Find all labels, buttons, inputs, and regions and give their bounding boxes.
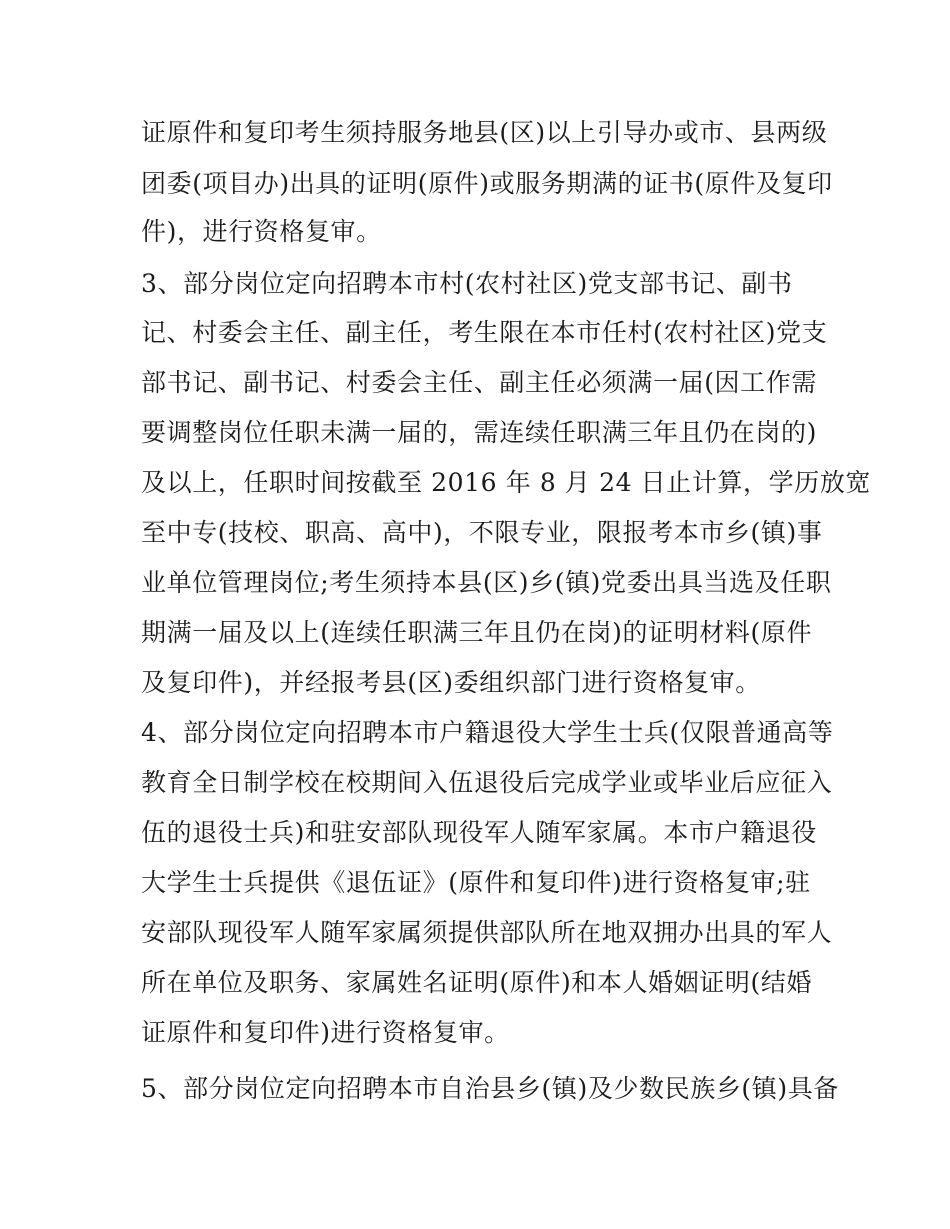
text-line: 证原件和复印件)进行资格复审。 [141, 1018, 510, 1047]
text-line: 安部队现役军人随军家属须提供部队所在地双拥办出具的军人 [141, 918, 833, 947]
text-line: 3、部分岗位定向招聘本市村(农村社区)党支部书记、副书 [141, 269, 793, 298]
text-line: 教育全日制学校在校期间入伍退役后完成学业或毕业后应征入 [141, 768, 833, 797]
text-line: 至中专(技校、职高、高中)，不限专业，限报考本市乡(镇)事 [141, 518, 823, 547]
text-line: 5、部分岗位定向招聘本市自治县乡(镇)及少数民族乡(镇)具备 [141, 1074, 839, 1103]
text-line: 大学生士兵提供《退伍证》(原件和复印件)进行资格复审;驻 [141, 868, 811, 897]
text-line: 要调整岗位任职未满一届的，需连续任职满三年且仍在岗的) [141, 418, 817, 447]
text-line: 证原件和复印考生须持服务地县(区)以上引导办或市、县两级 [141, 118, 828, 147]
text-line: 团委(项目办)出具的证明(原件)或服务期满的证书(原件及复印 [141, 169, 833, 198]
text-line: 记、村委会主任、副主任，考生限在本市任村(农村社区)党支 [141, 318, 828, 347]
text-line: 伍的退役士兵)和驻安部队现役军人随军家属。本市户籍退役 [141, 818, 817, 847]
text-line: 4、部分岗位定向招聘本市户籍退役大学生士兵(仅限普通高等 [141, 718, 834, 747]
text-line: 件)，进行资格复审。 [141, 217, 382, 246]
text-line: 及复印件)，并经报考县(区)委组织部门进行资格复审。 [141, 668, 761, 697]
text-line: 业单位管理岗位;考生须持本县(区)乡(镇)党委出具当选及任职 [141, 568, 832, 597]
text-line: 部书记、副书记、村委会主任、副主任必须满一届(因工作需 [141, 368, 817, 397]
text-line: 期满一届及以上(连续任职满三年且仍在岗)的证明材料(原件 [141, 618, 813, 647]
text-line: 及以上，任职时间按截至 2016 年 8 月 24 日止计算，学历放宽 [141, 468, 872, 497]
text-line: 所在单位及职务、家属姓名证明(原件)和本人婚姻证明(结婚 [141, 968, 813, 997]
